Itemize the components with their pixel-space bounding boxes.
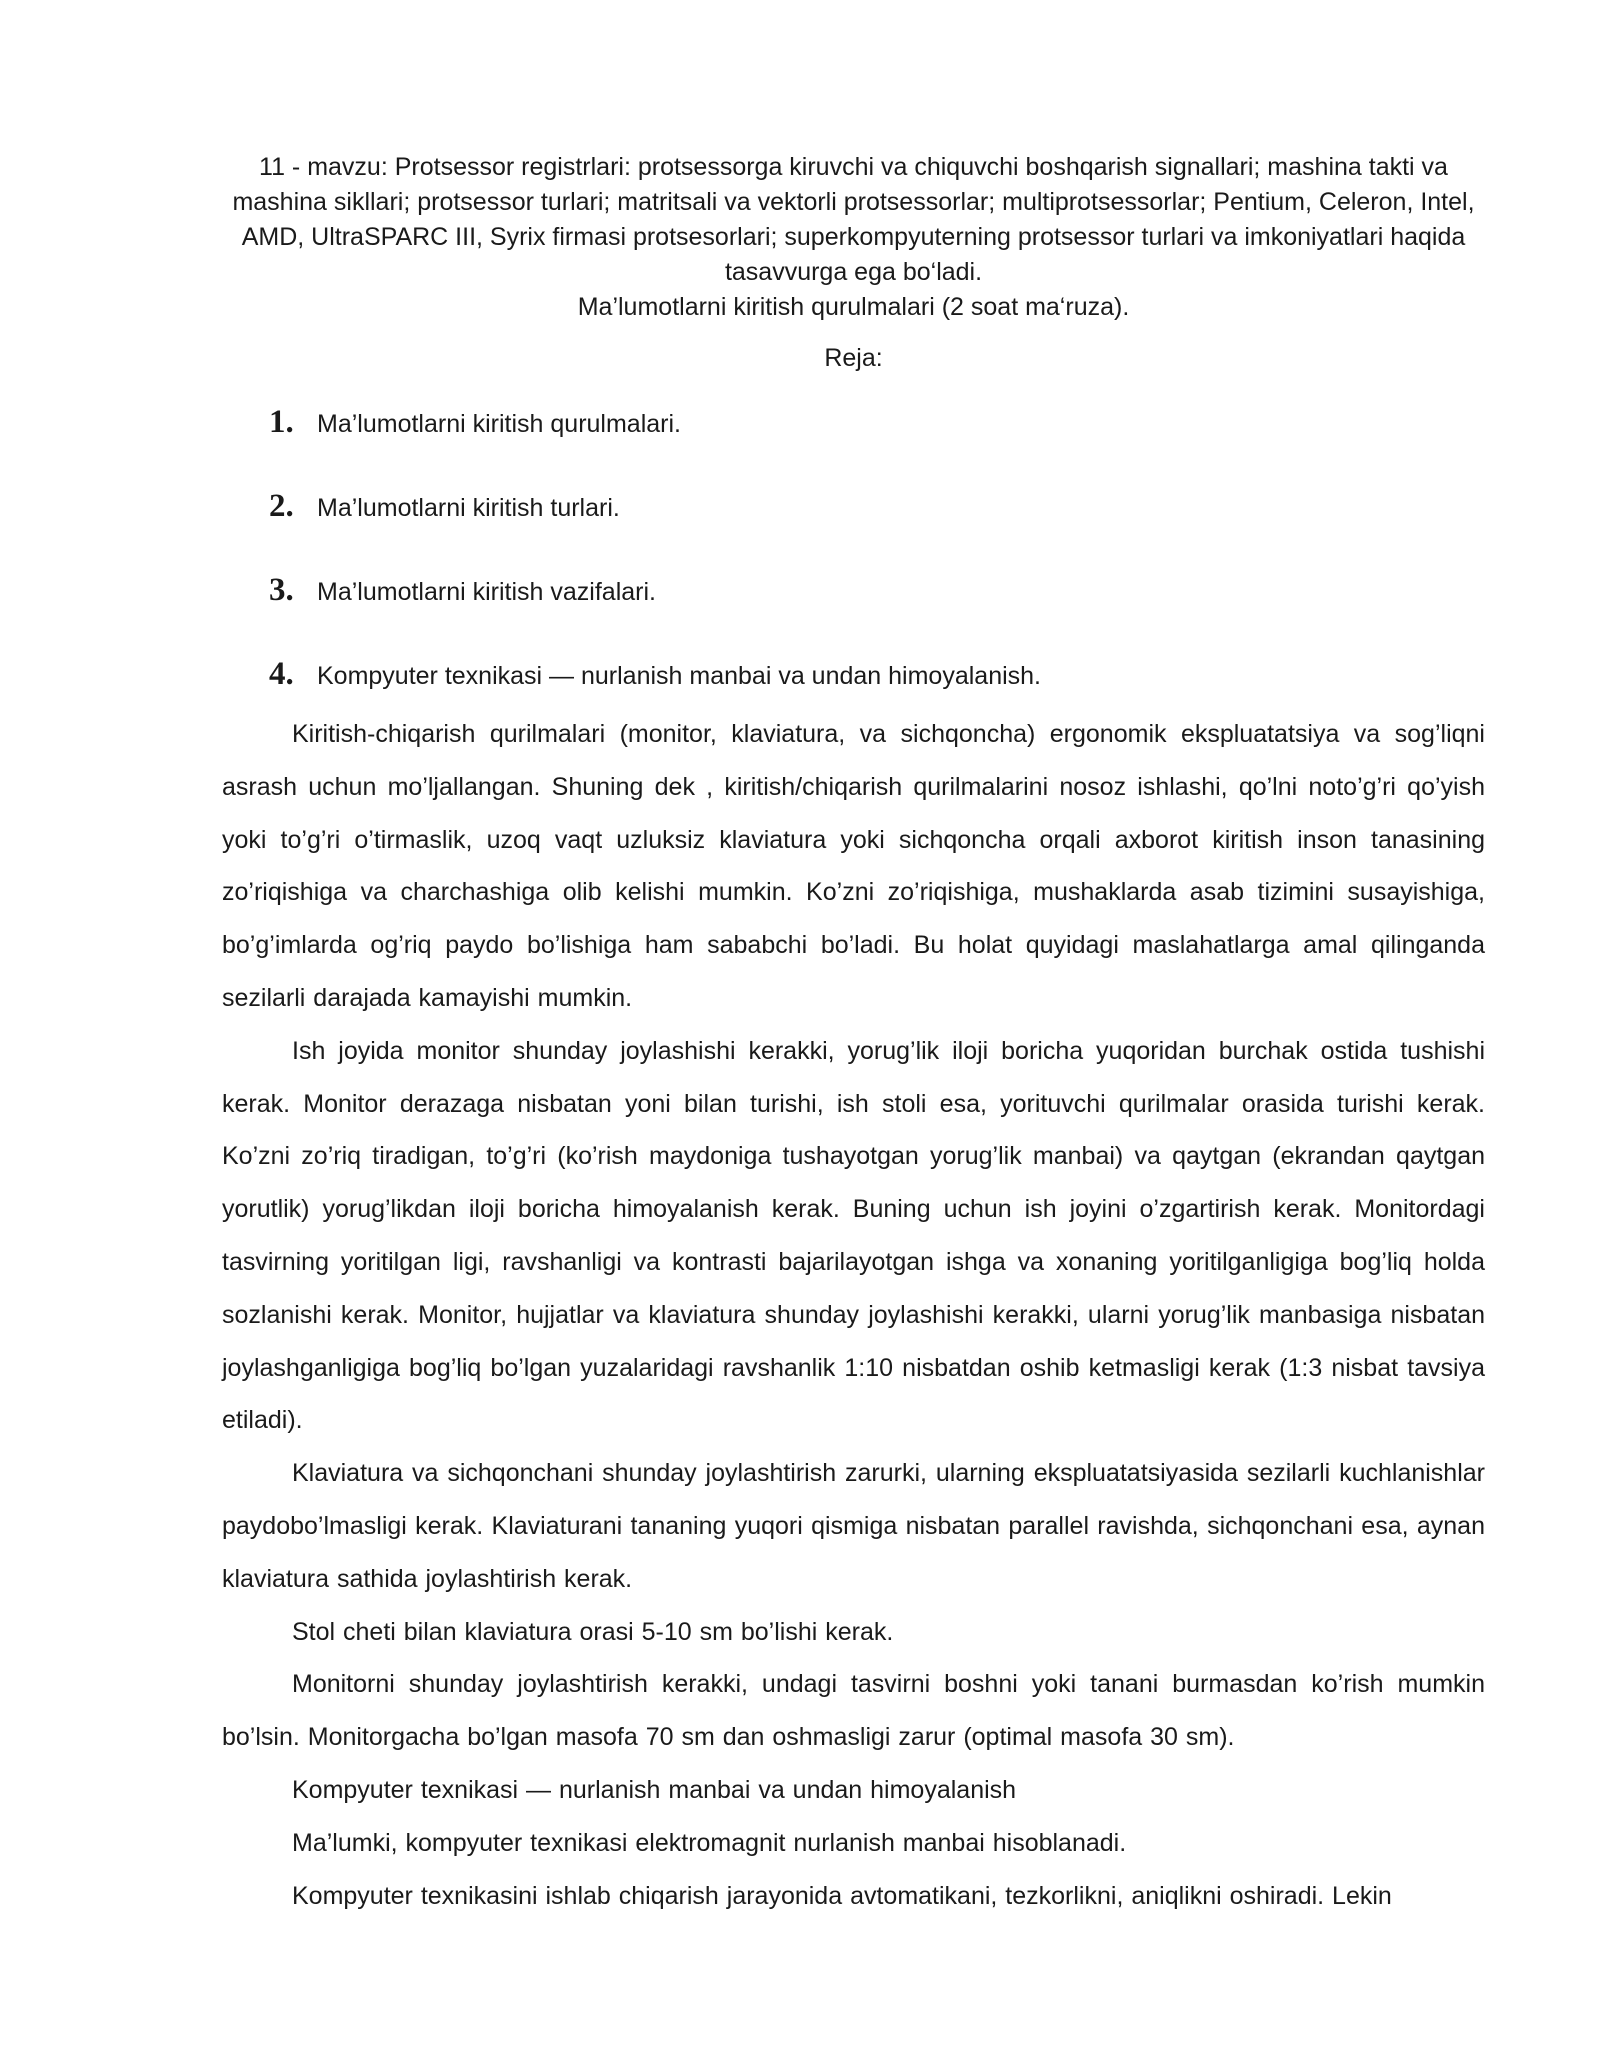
body-paragraph: Ma’lumki, kompyuter texnikasi elektromagnit nurlanish manbai hisoblanadi. [292,1828,1127,1857]
body-text [222,708,1485,1922]
plan-item [222,488,1485,572]
plan-item-number: 2. [269,488,294,524]
plan-list [222,404,1485,708]
plan-item [222,656,1485,708]
plan-item-text: Ma’lumotlarni kiritish turlari. [317,494,620,522]
lecture-topic-heading: 11 - mavzu: Protsessor registrlari: protsessorga kiruvchi va chiquvchi boshqarish signallari; mashina takti va mashina sikllari; protsessor turlari; matritsali va vektorli protsessorlar; multiprotsessorlar; Pentium, Celeron, Intel, AMD, UltraSPARC III, Syrix firmasi protsesorlari; superkompyuterning protsessor turlari va imkoniyatlari haqida tasavvurga ega bo‘ladi. [232,153,1475,286]
plan-item-text: Ma’lumotlarni kiritish qurulmalari. [317,410,681,438]
plan-item-number: 1. [269,404,294,440]
lecture-subheading: Ma’lumotlarni kiritish qurulmalari (2 soat ma‘ruza). [577,293,1130,321]
body-paragraph: Kompyuter texnikasi — nurlanish manbai va undan himoyalanish [292,1775,1017,1804]
plan-item-text: Kompyuter texnikasi — nurlanish manbai va undan himoyalanish. [317,662,1041,690]
body-paragraph: Stol cheti bilan klaviatura orasi 5-10 sm bo’lishi kerak. [292,1617,894,1646]
body-paragraph: Klaviatura va sichqonchani shunday joylashtirish zarurki, ularning ekspluatatsiyasida sezilarli kuchlanishlar paydobo’lmasligi kerak. Klaviaturani tananing yuqori qismiga nisbatan parallel ravishda, sichqonchani esa, aynan klaviatura sathida joylashtirish kerak. [222,1459,1485,1593]
plan-item-number: 4. [269,656,294,692]
body-paragraph: Kiritish-chiqarish qurilmalari (monitor, klaviatura, va sichqoncha) ergonomik ekspluatatsiya va sog’liqni asrash uchun mo’ljallangan. Shuning dek , kiritish/chiqarish qurilmalarini nosoz ishlashi, qo’lni noto’g’ri qo’yish yoki to’g’ri o’tirmaslik, uzoq vaqt uzluksiz klaviatura yoki sichqoncha orqali axborot kiritish inson tanasining zo’riqishiga va charchashiga olib kelishi mumkin. Ko’zni zo’riqishiga, mushaklarda asab tizimini susayishiga, bo’g’imlarda og’riq paydo bo’lishiga ham sababchi bo’ladi. Bu holat quyidagi maslahatlarga amal qilinganda sezilarli darajada kamayishi mumkin. [222,720,1485,1012]
document-content [222,150,1485,1922]
body-paragraph: Kompyuter texnikasini ishlab chiqarish jarayonida avtomatikani, tezkorlikni, aniqlikni oshiradi. Lekin [292,1881,1392,1910]
plan-title: Reja: [824,344,883,372]
body-paragraph: Monitorni shunday joylashtirish kerakki, undagi tasvirni boshni yoki tanani burmasdan ko’rish mumkin bo’lsin. Monitorgacha bo’lgan masofa 70 sm dan oshmasligi zarur (optimal masofa 30 sm). [222,1670,1485,1752]
plan-item-text: Ma’lumotlarni kiritish vazifalari. [317,578,656,606]
plan-item [222,572,1485,656]
plan-item [222,404,1485,488]
plan-item-number: 3. [269,572,294,608]
body-paragraph: Ish joyida monitor shunday joylashishi kerakki, yorug’lik iloji boricha yuqoridan burchak ostida tushishi kerak. Monitor derazaga nisbatan yoni bilan turishi, ish stoli esa, yorituvchi qurilmalar orasida turishi kerak. Ko’zni zo’riq tiradigan, to’g’ri (ko’rish maydoniga tushayotgan yorug’lik manbai) va qaytgan (ekrandan qaytgan yorutlik) yorug’likdan iloji boricha himoyalanish kerak. Buning uchun ish joyini o’zgartirish kerak. Monitordagi tasvirning yoritilgan ligi, ravshanligi va kontrasti bajarilayotgan ishga va xonaning yoritilganligiga bog’liq holda sozlanishi kerak. Monitor, hujjatlar va klaviatura shunday joylashishi kerakki, ularni yorug’lik manbasiga nisbatan joylashganligiga bog’liq bo’lgan yuzalaridagi ravshanlik 1:10 nisbatdan oshib ketmasligi kerak (1:3 nisbat tavsiya etiladi). [222,1036,1485,1435]
